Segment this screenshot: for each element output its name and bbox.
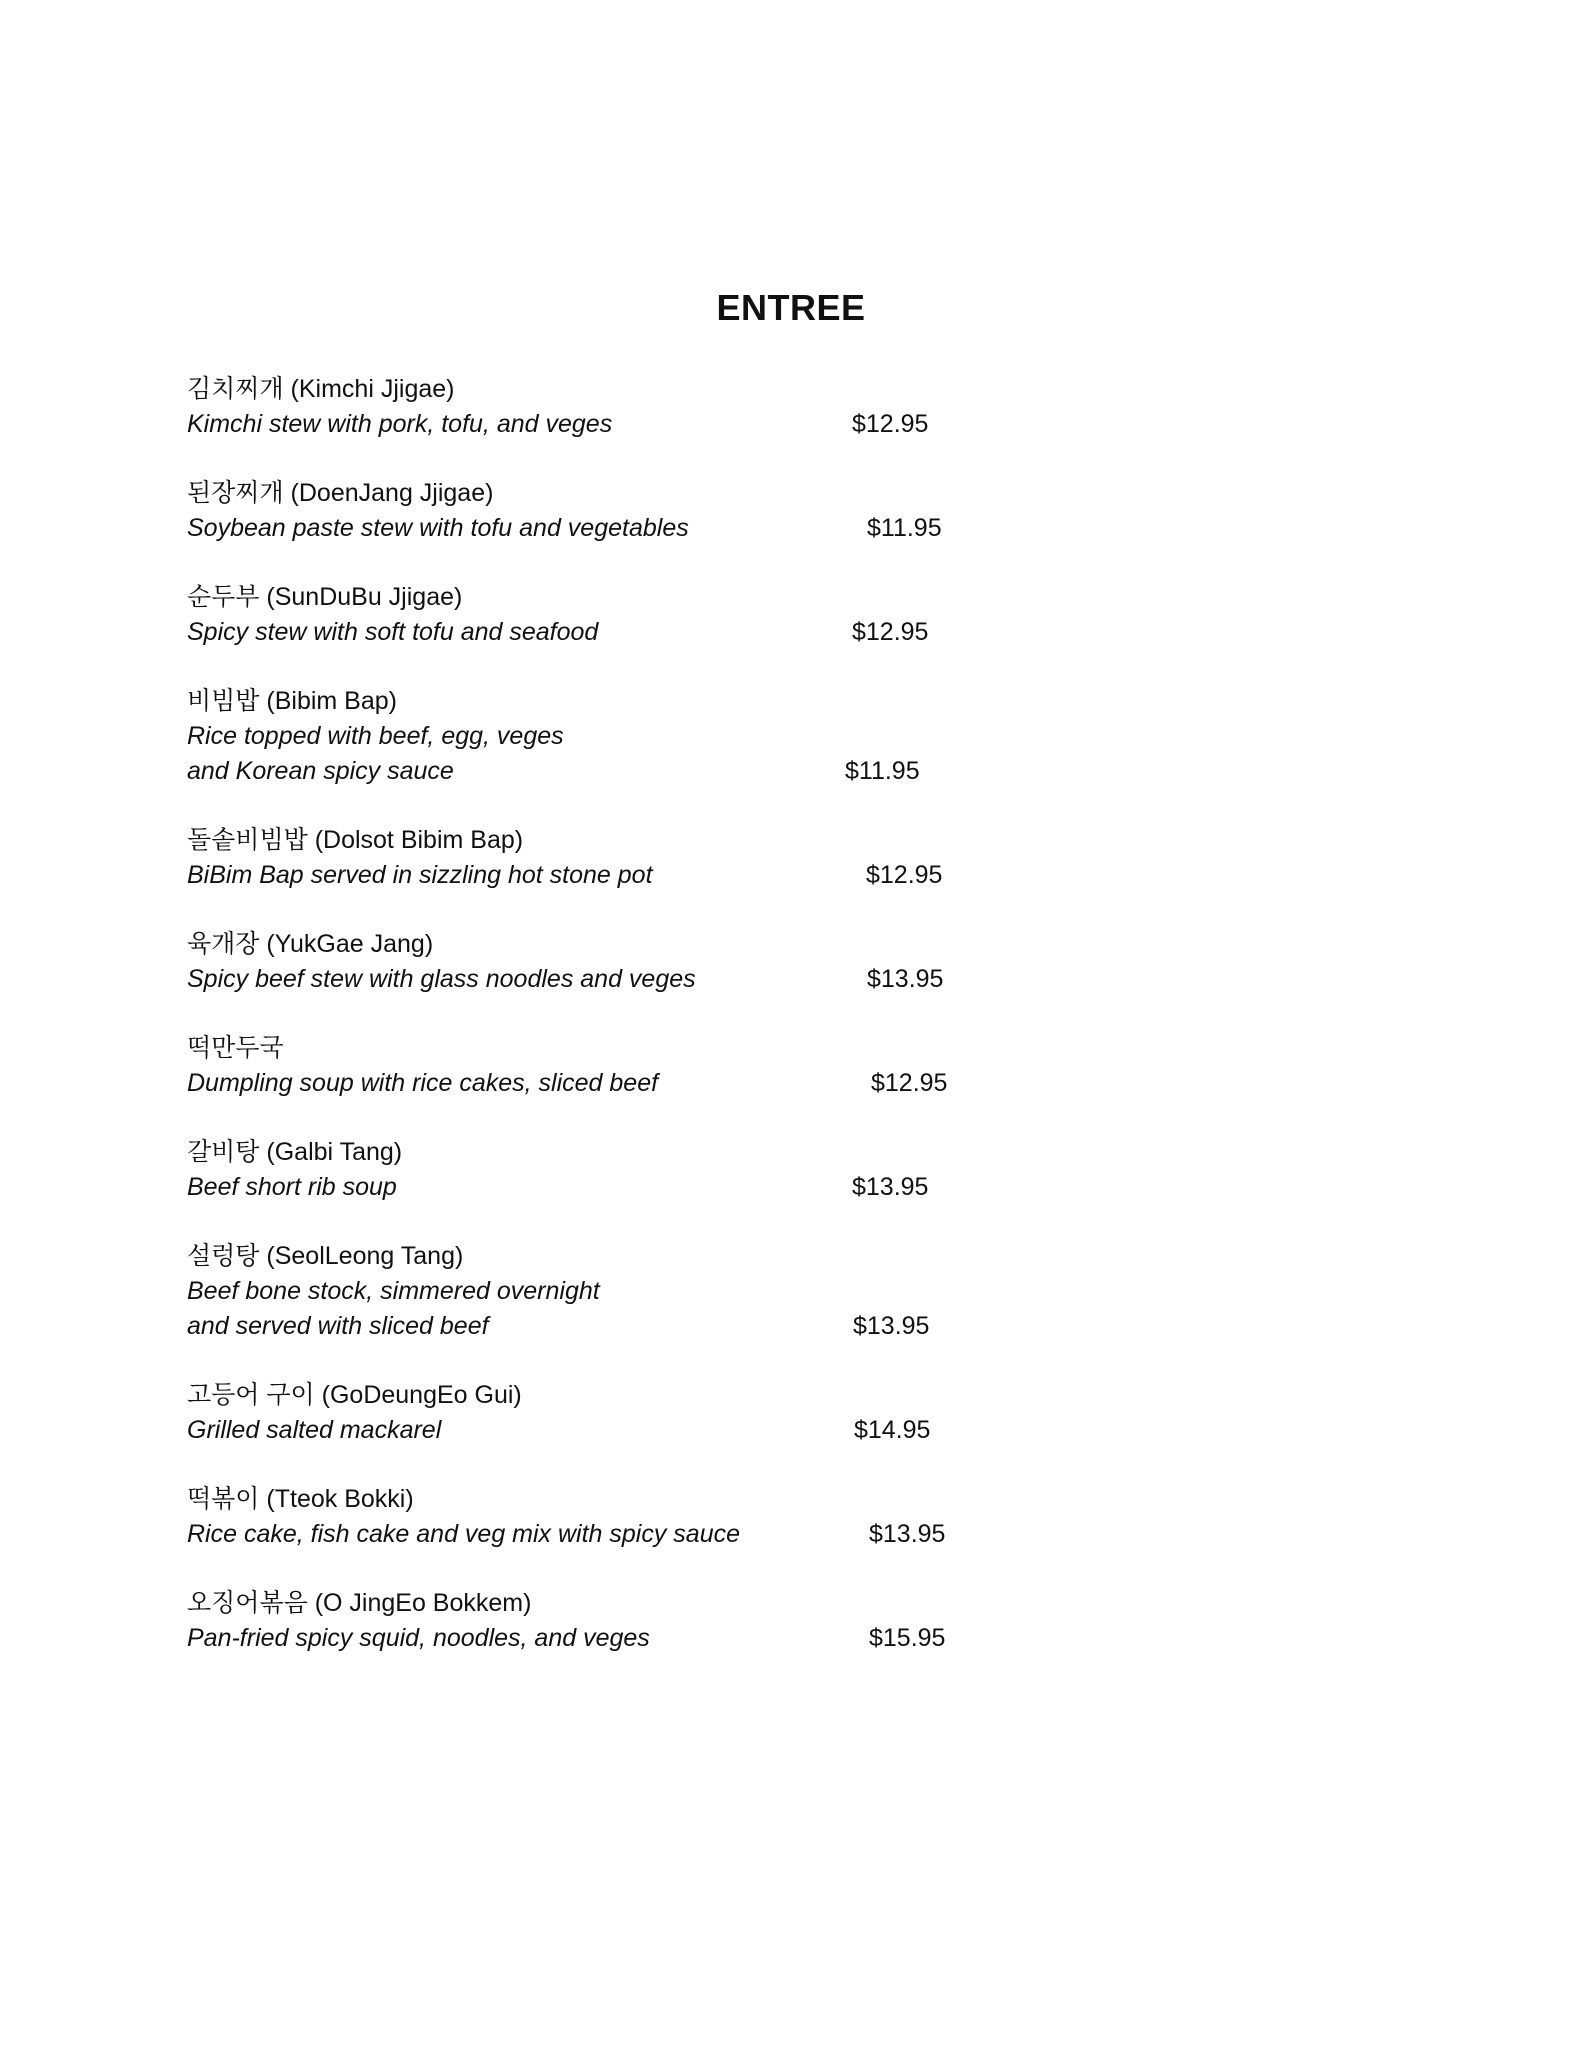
item-price: $11.95 xyxy=(845,757,920,785)
menu-item-godeungeo-gui xyxy=(187,1378,987,1448)
item-name: 떡만두국 xyxy=(187,1034,284,1062)
item-price: $14.95 xyxy=(854,1416,931,1444)
menu-item-galbi-tang xyxy=(187,1135,987,1205)
item-price: $13.95 xyxy=(853,1312,930,1340)
item-price: $13.95 xyxy=(869,1520,946,1548)
item-description: Pan-fried spicy squid, noodles, and veges xyxy=(187,1624,650,1652)
menu-item-yukgae-jang xyxy=(187,927,987,997)
item-name: 고등어 구이 (GoDeungEo Gui) xyxy=(187,1381,522,1409)
item-name: 된장찌개 (DoenJang Jjigae) xyxy=(187,479,494,507)
menu-item-sundubu-jjigae xyxy=(187,580,987,650)
item-description: Grilled salted mackarel xyxy=(187,1416,442,1444)
item-price: $12.95 xyxy=(871,1069,948,1097)
item-name: 설렁탕 (SeolLeong Tang) xyxy=(187,1242,464,1270)
item-name: 떡볶이 (Tteok Bokki) xyxy=(187,1485,414,1513)
item-price: $12.95 xyxy=(866,861,943,889)
item-description: BiBim Bap served in sizzling hot stone pot xyxy=(187,861,653,889)
item-price: $15.95 xyxy=(869,1624,946,1652)
item-description: and served with sliced beef xyxy=(187,1312,489,1340)
item-name: 육개장 (YukGae Jang) xyxy=(187,930,434,958)
item-name: 갈비탕 (Galbi Tang) xyxy=(187,1138,403,1166)
item-description: Beef bone stock, simmered overnight xyxy=(187,1277,600,1305)
item-description: and Korean spicy sauce xyxy=(187,757,454,785)
item-description: Soybean paste stew with tofu and vegetables xyxy=(187,514,689,542)
item-price: $13.95 xyxy=(852,1173,929,1201)
item-price: $12.95 xyxy=(852,618,929,646)
item-description: Spicy stew with soft tofu and seafood xyxy=(187,618,599,646)
item-description: Rice cake, fish cake and veg mix with spicy sauce xyxy=(187,1520,741,1548)
item-description: Kimchi stew with pork, tofu, and veges xyxy=(187,410,613,438)
item-description: Beef short rib soup xyxy=(187,1173,397,1201)
item-price: $12.95 xyxy=(852,410,929,438)
item-name: 돌솥비빔밥 (Dolsot Bibim Bap) xyxy=(187,826,524,854)
menu-item-doenjang-jjigae xyxy=(187,476,987,546)
item-description: Rice topped with beef, egg, veges xyxy=(187,722,564,750)
item-description: Dumpling soup with rice cakes, sliced beef xyxy=(187,1069,659,1097)
menu-title: ENTREE xyxy=(716,287,866,328)
menu-item-tteok-bokki xyxy=(187,1482,987,1552)
item-name: 오징어볶음 (O JingEo Bokkem) xyxy=(187,1589,532,1617)
item-name: 김치찌개 (Kimchi Jjigae) xyxy=(187,375,455,403)
menu-item-seolleong-tang xyxy=(187,1239,987,1344)
menu-item-kimchi-jjigae xyxy=(187,372,987,442)
item-price: $11.95 xyxy=(867,514,942,542)
item-description: Spicy beef stew with glass noodles and veges xyxy=(187,965,696,993)
item-name: 비빔밥 (Bibim Bap) xyxy=(187,687,397,715)
menu-item-ojingeo-bokkem xyxy=(187,1586,987,1656)
item-name: 순두부 (SunDuBu Jjigae) xyxy=(187,583,463,611)
menu-item-bibim-bap xyxy=(187,684,987,789)
menu-item-tteok-mandu-guk xyxy=(187,1031,987,1101)
item-price: $13.95 xyxy=(867,965,944,993)
menu-item-dolsot-bibim-bap xyxy=(187,823,987,893)
